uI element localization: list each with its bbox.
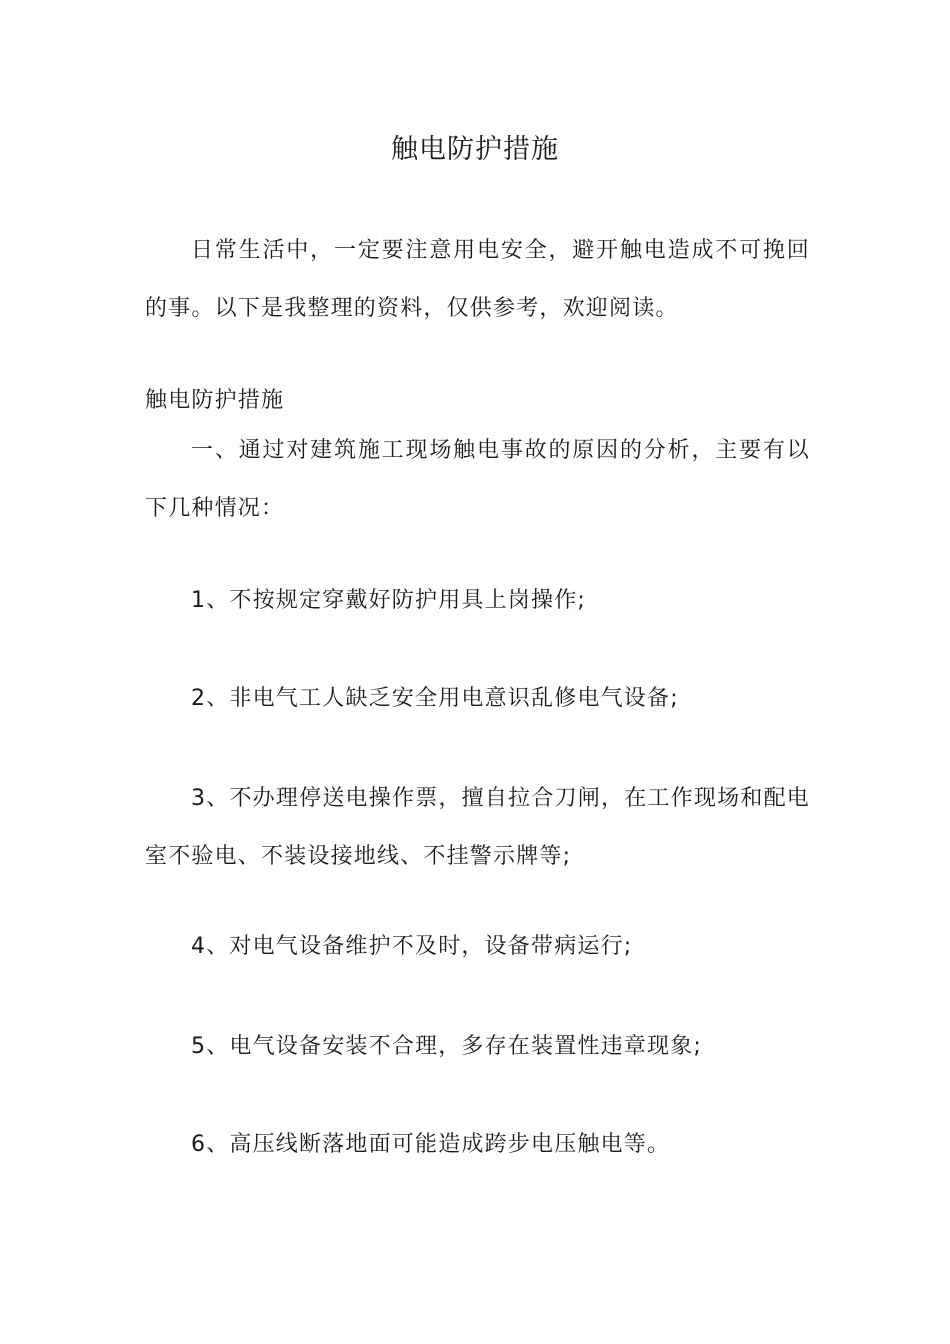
- list-item: 1、不按规定穿戴好防护用具上岗操作;: [191, 588, 587, 613]
- section-one-paragraph: 一、通过对建筑施工现场触电事故的原因的分析，主要有以下几种情况：: [145, 438, 810, 521]
- list-item: 5、电气设备安装不合理，多存在装置性违章现象;: [191, 1034, 703, 1059]
- list-item: 6、高压线断落地面可能造成跨步电压触电等。: [191, 1132, 671, 1157]
- list-item: 2、非电气工人缺乏安全用电意识乱修电气设备;: [191, 686, 679, 711]
- section-heading: 触电防护措施: [145, 388, 285, 413]
- list-item: 3、不办理停送电操作票，擅自拉合刀闸，在工作现场和配电室不验电、不装设接地线、不挂警示牌等;: [145, 786, 810, 869]
- intro-paragraph: 日常生活中，一定要注意用电安全，避开触电造成不可挽回的事。以下是我整理的资料，仅供参考，欢迎阅读。: [145, 238, 810, 321]
- document-title: 触电防护措施: [391, 134, 559, 165]
- list-item: 4、对电气设备维护不及时，设备带病运行;: [191, 934, 633, 959]
